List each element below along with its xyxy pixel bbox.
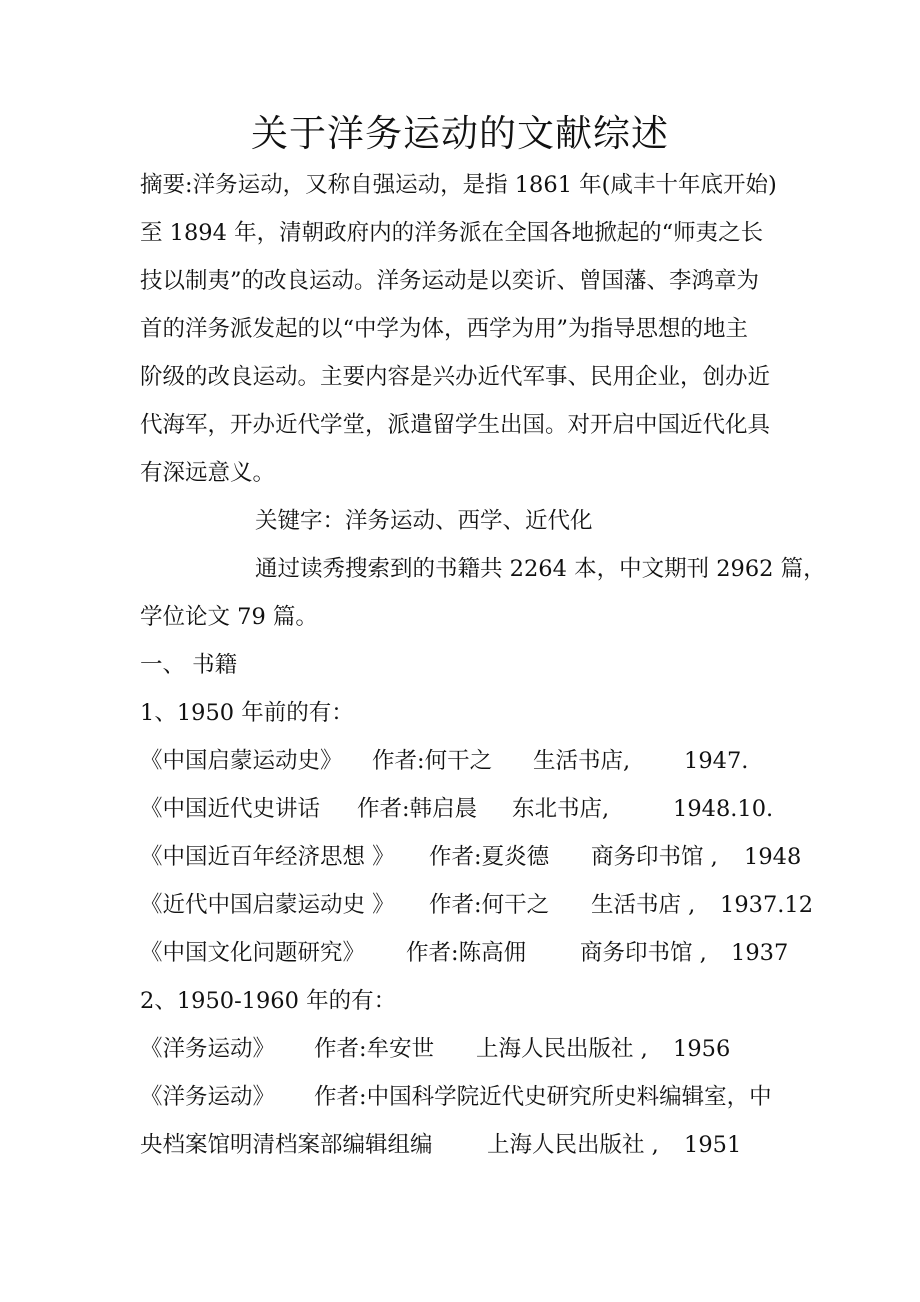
book-author: 作者:韩启晨 (357, 796, 478, 822)
book-publisher: 上海人民出版社 , (476, 1036, 648, 1062)
book-publisher: 上海人民出版社 , (487, 1132, 659, 1158)
book-publisher: 商务印书馆 , (591, 844, 718, 870)
group-heading-1950-1960: 2、1950-1960 年的有： (140, 988, 397, 1014)
book-author-continued: 央档案馆明清档案部编辑组编 (140, 1132, 433, 1158)
book-title: 《中国近代史讲话 (140, 796, 321, 822)
book-title: 《洋务运动》 (140, 1036, 276, 1062)
book-title: 《中国文化问题研究》 (140, 940, 366, 966)
abstract-line-2: 至 1894 年，清朝政府内的洋务派在全国各地掀起的“师夷之长 (140, 220, 764, 246)
abstract-line-1 (140, 170, 777, 200)
book-year: 1956 (673, 1036, 731, 1062)
book-publisher: 生活书店 , (591, 892, 696, 918)
abstract-line-6: 代海军，开办近代学堂，派遣留学生出国。对开启中国近代化具 (140, 412, 771, 438)
book-year: 1948 (744, 844, 802, 870)
search-note-line-1: 通过读秀搜索到的书籍共 2264 本，中文期刊 2962 篇， (255, 556, 826, 582)
abstract-text: 洋务运动，又称自强运动，是指 1861 年(咸丰十年底开始) (192, 172, 777, 198)
abstract-label: 摘要: (140, 172, 193, 198)
book-author: 作者:何干之 (372, 748, 493, 774)
keywords: 关键字：洋务运动、西学、近代化 (255, 508, 593, 534)
book-title: 《洋务运动》 (140, 1084, 276, 1110)
book-publisher: 商务印书馆 , (580, 940, 707, 966)
book-year: 1937 (731, 940, 789, 966)
book-year: 1937.12 (720, 892, 814, 918)
search-note-line-2: 学位论文 79 篇。 (140, 604, 318, 630)
book-author: 作者:夏炎德 (429, 844, 550, 870)
book-publisher: 东北书店, (512, 796, 610, 822)
book-year: 1947. (684, 748, 749, 774)
book-year: 1948.10. (673, 796, 774, 822)
book-author: 作者:牟安世 (314, 1036, 435, 1062)
book-title: 《中国启蒙运动史》 (140, 748, 343, 774)
group-heading-1950-before: 1、1950 年前的有： (140, 700, 354, 726)
book-author: 作者:何干之 (429, 892, 550, 918)
document-title: 关于洋务运动的文献综述 (251, 112, 669, 155)
book-title: 《近代中国启蒙运动史 》 (140, 892, 395, 918)
abstract-line-4: 首的洋务派发起的以“中学为体，西学为用”为指导思想的地主 (140, 316, 749, 342)
book-publisher: 生活书店, (533, 748, 631, 774)
section-heading: 一、 书籍 (140, 652, 238, 678)
book-year: 1951 (684, 1132, 742, 1158)
book-title: 《中国近百年经济思想 》 (140, 844, 395, 870)
book-author: 作者:中国科学院近代史研究所史料编辑室，中 (314, 1084, 772, 1110)
abstract-line-3: 技以制夷”的改良运动。洋务运动是以奕䜣、曾国藩、李鸿章为 (140, 268, 760, 294)
abstract-line-5: 阶级的改良运动。主要内容是兴办近代军事、民用企业，创办近 (140, 364, 771, 390)
book-author: 作者:陈高佣 (406, 940, 527, 966)
abstract-line-7: 有深远意义。 (140, 460, 276, 486)
